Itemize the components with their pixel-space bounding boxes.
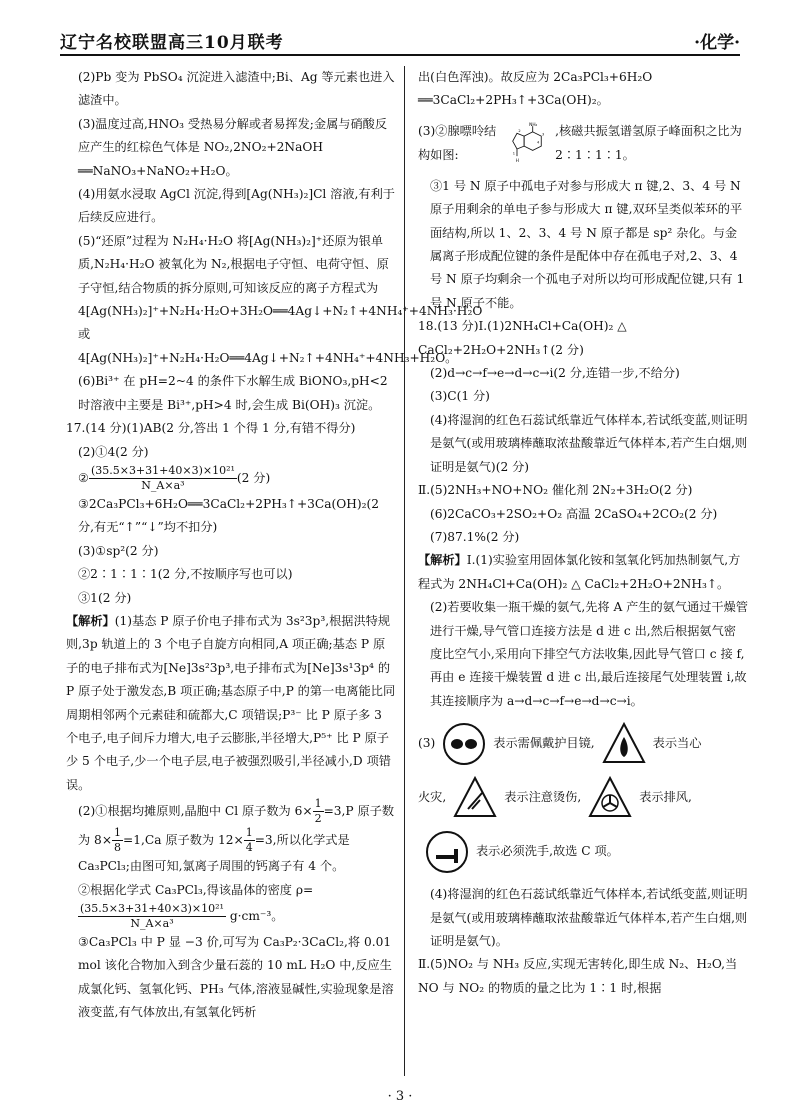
ventilation-icon [587, 775, 633, 821]
mol-n1: 1 [512, 151, 515, 156]
density-fraction: $\frac{\text{(35.5×3+31+40×3)×10²¹}}{\text{N\_A×a³}}$ [90, 463, 235, 492]
answer-17-2-1: (2)①4(2 分) [78, 444, 149, 459]
answer-17-3-3: ③1(2 分) [78, 590, 132, 605]
adenine-line: (3)②腺嘌呤结构如图: NH₂ H 2 3 4 1 ,核磁共振氢谱氢原子峰面积之比为 2∶1∶1∶1。 [418, 113, 748, 175]
answer-17-2-2: ② $\frac{\text{(35.5×3+31+40×3)×10²¹}}{\text{N\_A×a³}}$ (2 分) [78, 463, 271, 492]
mol-n4: 4 [536, 140, 540, 145]
analysis-17-3-3: ③1 号 N 原子中孤电子对参与形成大 π 键,2、3、4 号 N 原子用剩余的单电子参与形成大 π 键,双环呈类似苯环的平面结构,所以 1、2、3、4 号 N 原子都是 sp² 杂化。与金属离子形成配位键的条件是配体中存在孤电子对,2、3、4 号 N 原子均剩余一个孤电子对所以均可形成配位键,只有 1 号 N 原子不能。 [430, 178, 745, 310]
analysis-17-continued: 出(白色浑浊)。故反应为 2Ca₃PCl₃+6H₂O ══3CaCl₂+2PH₃↑+3Ca(OH)₂。 [418, 70, 653, 108]
answer-18-3: (3)C(1 分) [430, 389, 490, 404]
answer-16-6: (6)Bi³⁺ 在 pH=2~4 的条件下水解生成 BiONO₃,pH<2 时溶液中主要是 Bi³⁺,pH>4 时,会生成 Bi(OH)₃ 沉淀。 [78, 374, 388, 412]
answer-16-4: (4)用氨水浸取 AgCl 沉淀,得到[Ag(NH₃)₂]Cl 溶液,有利于后续反应进行。 [78, 187, 395, 225]
fire-warning-icon [601, 721, 647, 767]
column-divider [404, 66, 405, 1076]
mol-n2: 2 [518, 128, 521, 133]
analysis-label: 【解析】 [66, 613, 115, 628]
analysis-17-1: 【解析】(1)基态 P 原子价电子排布式为 3s²3p³,根据洪特规则,3p 轨道上的 3 个电子自旋方向相同,A 项正确;基态 P 原子的电子排布式为[Ne]3s²3p³,电子排布式为[Ne]3s¹3p⁴ 的 P 原子处于激发态,B 项正确;基态原子中,P 的第一电离能比同周期相邻两个元素硅和硫都大,C 项错误;P³⁻ 比 P 原子多 3 个电子,电子间斥力增大,电子云膨胀,半径增大,P⁵⁺ 比 P 原子少 5 个电子,少一个电子层,电子被强烈吸引,半径减小,D 项错误。 [66, 613, 396, 792]
page-number: · 3 · [387, 1089, 413, 1104]
question-18-1: 18.(13 分)Ⅰ.(1)2NH₄Cl+Ca(OH)₂ △ CaCl₂+2H₂O+2NH₃↑(2 分) [418, 319, 627, 357]
goggles-icon [441, 721, 487, 767]
right-column [418, 66, 748, 1000]
answer-16-2: (2)Pb 变为 PbSO₄ 沉淀进入滤渣中;Bi、Ag 等元素也进入滤渣中。 [78, 70, 395, 108]
safety-icons-row-2: 火灾, 表示注意烫伤, 表示排风, [418, 775, 748, 821]
mol-n3: 3 [541, 132, 545, 137]
adenine-structure-icon [507, 113, 551, 175]
subject-label: ·化学· [694, 33, 740, 53]
page-header [60, 14, 740, 56]
safety-icons-row-3: 表示必须洗手,故选 C 项。 [418, 829, 748, 875]
question-17-header: 17.(14 分)(1)AB(2 分,答出 1 个得 1 分,有错不得分) [66, 421, 356, 436]
answer-18-7: (7)87.1%(2 分) [430, 529, 520, 544]
answer-17-2-3: ③2Ca₃PCl₃+6H₂O══3CaCl₂+2PH₃↑+3Ca(OH)₂(2 分,有无“↑”“↓”均不扣分) [78, 496, 380, 535]
mol-h: H [515, 158, 519, 164]
answer-18-5: Ⅱ.(5)2NH₃+NO+NO₂ 催化剂 2N₂+3H₂O(2 分) [418, 483, 693, 498]
analysis-17-2-2: ②根据化学式 Ca₃PCl₃,得该晶体的密度 ρ= $\frac{\text{(35.5×3+31+40×3)×10²¹}}{\text{N\_A×a³}}$ g·cm⁻³。 [78, 882, 314, 930]
analysis-18-4: (4)将湿润的红色石蕊试纸靠近气体样本,若试纸变蓝,则证明是氨气(或用玻璃棒蘸取浓盐酸靠近气体样本,若产生白烟,则证明是氨气)。 [430, 887, 748, 948]
analysis-18-5: Ⅱ.(5)NO₂ 与 NH₃ 反应,实现无害转化,即生成 N₂、H₂O,当 NO 与 NO₂ 的物质的量之比为 1∶1 时,根据 [418, 957, 738, 995]
answer-18-6: (6)2CaCO₃+2SO₂+O₂ 高温 2CaSO₄+2CO₂(2 分) [430, 506, 718, 521]
answer-17-3-1: (3)①sp²(2 分) [78, 543, 159, 558]
safety-icons-row-1: (3) 表示需佩戴护目镜, 表示当心 [418, 721, 748, 767]
analysis-17-2-1: (2)①根据均摊原则,晶胞中 Cl 原子数为 6× $\frac{1}{2}$ =3,P 原子数为 8× $\frac{1}{8}$ =1,Ca 原子数为 12× $\frac{1}{4}$ =3,所以化学式是 Ca₃PCl₃;由图可知,氯离子周围的钙离子有 4 个。 [78, 797, 395, 874]
wash-hands-icon [424, 829, 470, 875]
analysis-17-2-3: ③Ca₃PCl₃ 中 P 显 −3 价,可写为 Ca₃P₂·3CaCl₂,将 0.01 mol 该化合物加入到含少量石蕊的 10 mL H₂O 中,反应生成氯化钙、氢氧化钙、PH₃ 气体,溶液显碱性,实验现象是溶液变蓝,有气体放出,有氢氧化钙析 [78, 935, 394, 1020]
analysis-18-1: 【解析】Ⅰ.(1)实验室用固体氯化铵和氢氧化钙加热制氨气,方程式为 2NH₄Cl+Ca(OH)₂ △ CaCl₂+2H₂O+2NH₃↑。 [418, 553, 741, 591]
exam-title: 辽宁名校联盟高三10月联考 [60, 33, 284, 53]
answer-17-3-2: ②2∶1∶1∶1(2 分,不按顺序写也可以) [78, 567, 293, 582]
analysis-18-2: (2)若要收集一瓶干燥的氨气,先将 A 产生的氨气通过干燥管进行干燥,导气管口连接方法是 d 进 c 出,然后根据氨气密度比空气小,采用向下排空气方法收集,因此导气管口 c 接 f,再由 e 连接干燥装置 d 进 c 出,最后连接尾气处理装置 i,故其连接顺序为 a→d→c→f→e→d→c→i。 [430, 600, 748, 708]
hot-surface-icon [452, 775, 498, 821]
answer-16-5: (5)“还原”过程为 N₂H₄·H₂O 将[Ag(NH₃)₂]⁺还原为银单质,N₂H₄·H₂O 被氧化为 N₂,根据电子守恒、电荷守恒、原子守恒,结合物质的拆分原则,可知该反应的离子方程式为 4[Ag(NH₃)₂]⁺+N₂H₄·H₂O+3H₂O══4Ag↓+N₂↑+4NH₄⁺+4NH₃·H₂O 或 4[Ag(NH₃)₂]⁺+N₂H₄·H₂O══4Ag↓+N₂↑+4NH₄⁺+4NH₃+H₂O。 [78, 233, 483, 365]
answer-18-4: (4)将湿润的红色石蕊试纸靠近气体样本,若试纸变蓝,则证明是氨气(或用玻璃棒蘸取浓盐酸靠近气体样本,若产生白烟,则证明是氨气)(2 分) [430, 412, 748, 474]
mol-nh2: NH₂ [528, 122, 538, 128]
answer-18-2: (2)d→c→f→e→d→c→i(2 分,连错一步,不给分) [430, 366, 680, 381]
answer-16-3: (3)温度过高,HNO₃ 受热易分解或者易挥发;金属与硝酸反应产生的红棕色气体是 NO₂,2NO₂+2NaOH ══NaNO₃+NaNO₂+H₂O。 [78, 116, 388, 178]
